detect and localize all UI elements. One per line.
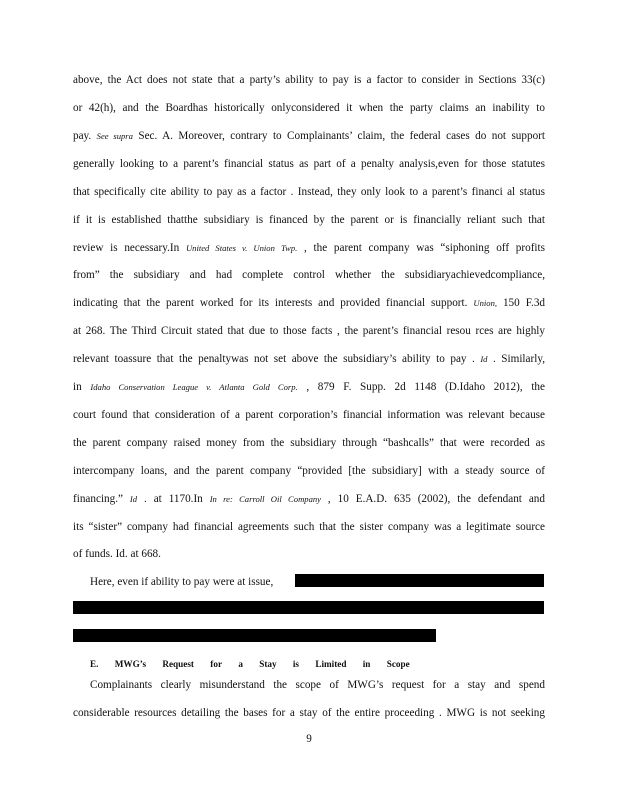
text-line [73, 352, 545, 366]
text-line [73, 492, 545, 506]
section-letter: E. [90, 659, 99, 669]
text-line: considerable resources detailing the bases for a stay of the entire proceeding . MWG is not seeking [73, 707, 545, 719]
text-line: or 42(h), and the Boardhas historically onlyconsidered it when the party claims an inability to [73, 102, 545, 114]
section-heading [90, 658, 424, 670]
heading-word: a [238, 659, 243, 669]
text-line [73, 241, 545, 255]
case-name: In re: Carroll Oil Company [209, 494, 321, 504]
text-line: its “sister” company had financial agreements such that the sister company was a legitimate source [73, 521, 545, 533]
heading-word: in [362, 659, 371, 669]
citation-signal: Id [480, 354, 488, 364]
redaction-bar [295, 574, 544, 587]
text-run: . Similarly, [487, 353, 546, 365]
heading-word: Stay [259, 659, 277, 669]
text-run: , 879 F. Supp. 2d 1148 (D.Idaho 2012), the [297, 381, 545, 393]
text-run: relevant toassure that the penaltywas not set above the subsidiary’s ability to pay . [73, 353, 481, 365]
text-line: if it is established thatthe subsidiary is financed by the parent or is financially reliant such that [73, 214, 545, 226]
text-run: financing.” [73, 493, 130, 505]
text-line: from” the subsidiary and had complete control whether the subsidiaryachievedcompliance, [73, 269, 545, 281]
page-number: 9 [306, 733, 312, 745]
text-run: indicating that the parent worked for its interests and provided financial support. [73, 297, 474, 309]
text-run: review is necessary.In [73, 242, 186, 254]
text-run: , 10 E.A.D. 635 (2002), the defendant and [321, 493, 545, 505]
text-line [73, 129, 545, 143]
text-run: in [73, 381, 91, 393]
text-line: at 268. The Third Circuit stated that due to those facts , the parent’s financial resou rces are highly [73, 325, 545, 337]
text-run: 150 F.3d [497, 297, 546, 309]
text-line: court found that consideration of a parent corporation’s financial information was relevant because [73, 409, 545, 421]
text-run: . at 1170.In [137, 493, 210, 505]
redaction-bar [73, 629, 436, 642]
text-run: , the parent company was “siphoning off profits [297, 242, 545, 254]
text-line: above, the Act does not state that a party’s ability to pay is a factor to consider in Sections 33(c) [73, 74, 545, 86]
text-line: the parent company raised money from the subsidiary through “bashcalls” that were recorded as [73, 437, 545, 449]
case-name: Idaho Conservation League v. Atlanta Gold Corp. [90, 382, 298, 392]
case-name: United States v. Union Twp. [185, 243, 298, 253]
text-line: generally looking to a parent’s financial status as part of a penalty analysis,even for those statutes [73, 158, 545, 170]
heading-word: is [292, 659, 300, 669]
text-run: pay. [73, 130, 92, 142]
text-line: intercompany loans, and the parent company “provided [the subsidiary] with a steady source of [73, 465, 545, 477]
citation-signal: See supra [96, 131, 133, 141]
redaction-bar [73, 601, 544, 614]
text-line: Here, even if ability to pay were at issue, [90, 576, 274, 588]
heading-word: Scope [386, 659, 410, 669]
text-line: of funds. Id. at 668. [73, 548, 161, 560]
heading-word: Limited [315, 659, 347, 669]
heading-word: MWG’s [114, 659, 147, 669]
heading-word: Request [162, 659, 194, 669]
text-line: Complainants clearly misunderstand the scope of MWG’s request for a stay and spend [90, 679, 545, 691]
text-line [73, 296, 545, 310]
text-run: Sec. A. Moreover, contrary to Complainants’ claim, the federal cases do not support [132, 130, 546, 142]
text-line [73, 380, 545, 394]
text-line: that specifically cite ability to pay as a factor . Instead, they only look to a parent’s financi al status [73, 186, 545, 198]
case-name: Union, [473, 298, 498, 308]
citation-signal: Id [129, 494, 138, 504]
heading-word: for [210, 659, 223, 669]
